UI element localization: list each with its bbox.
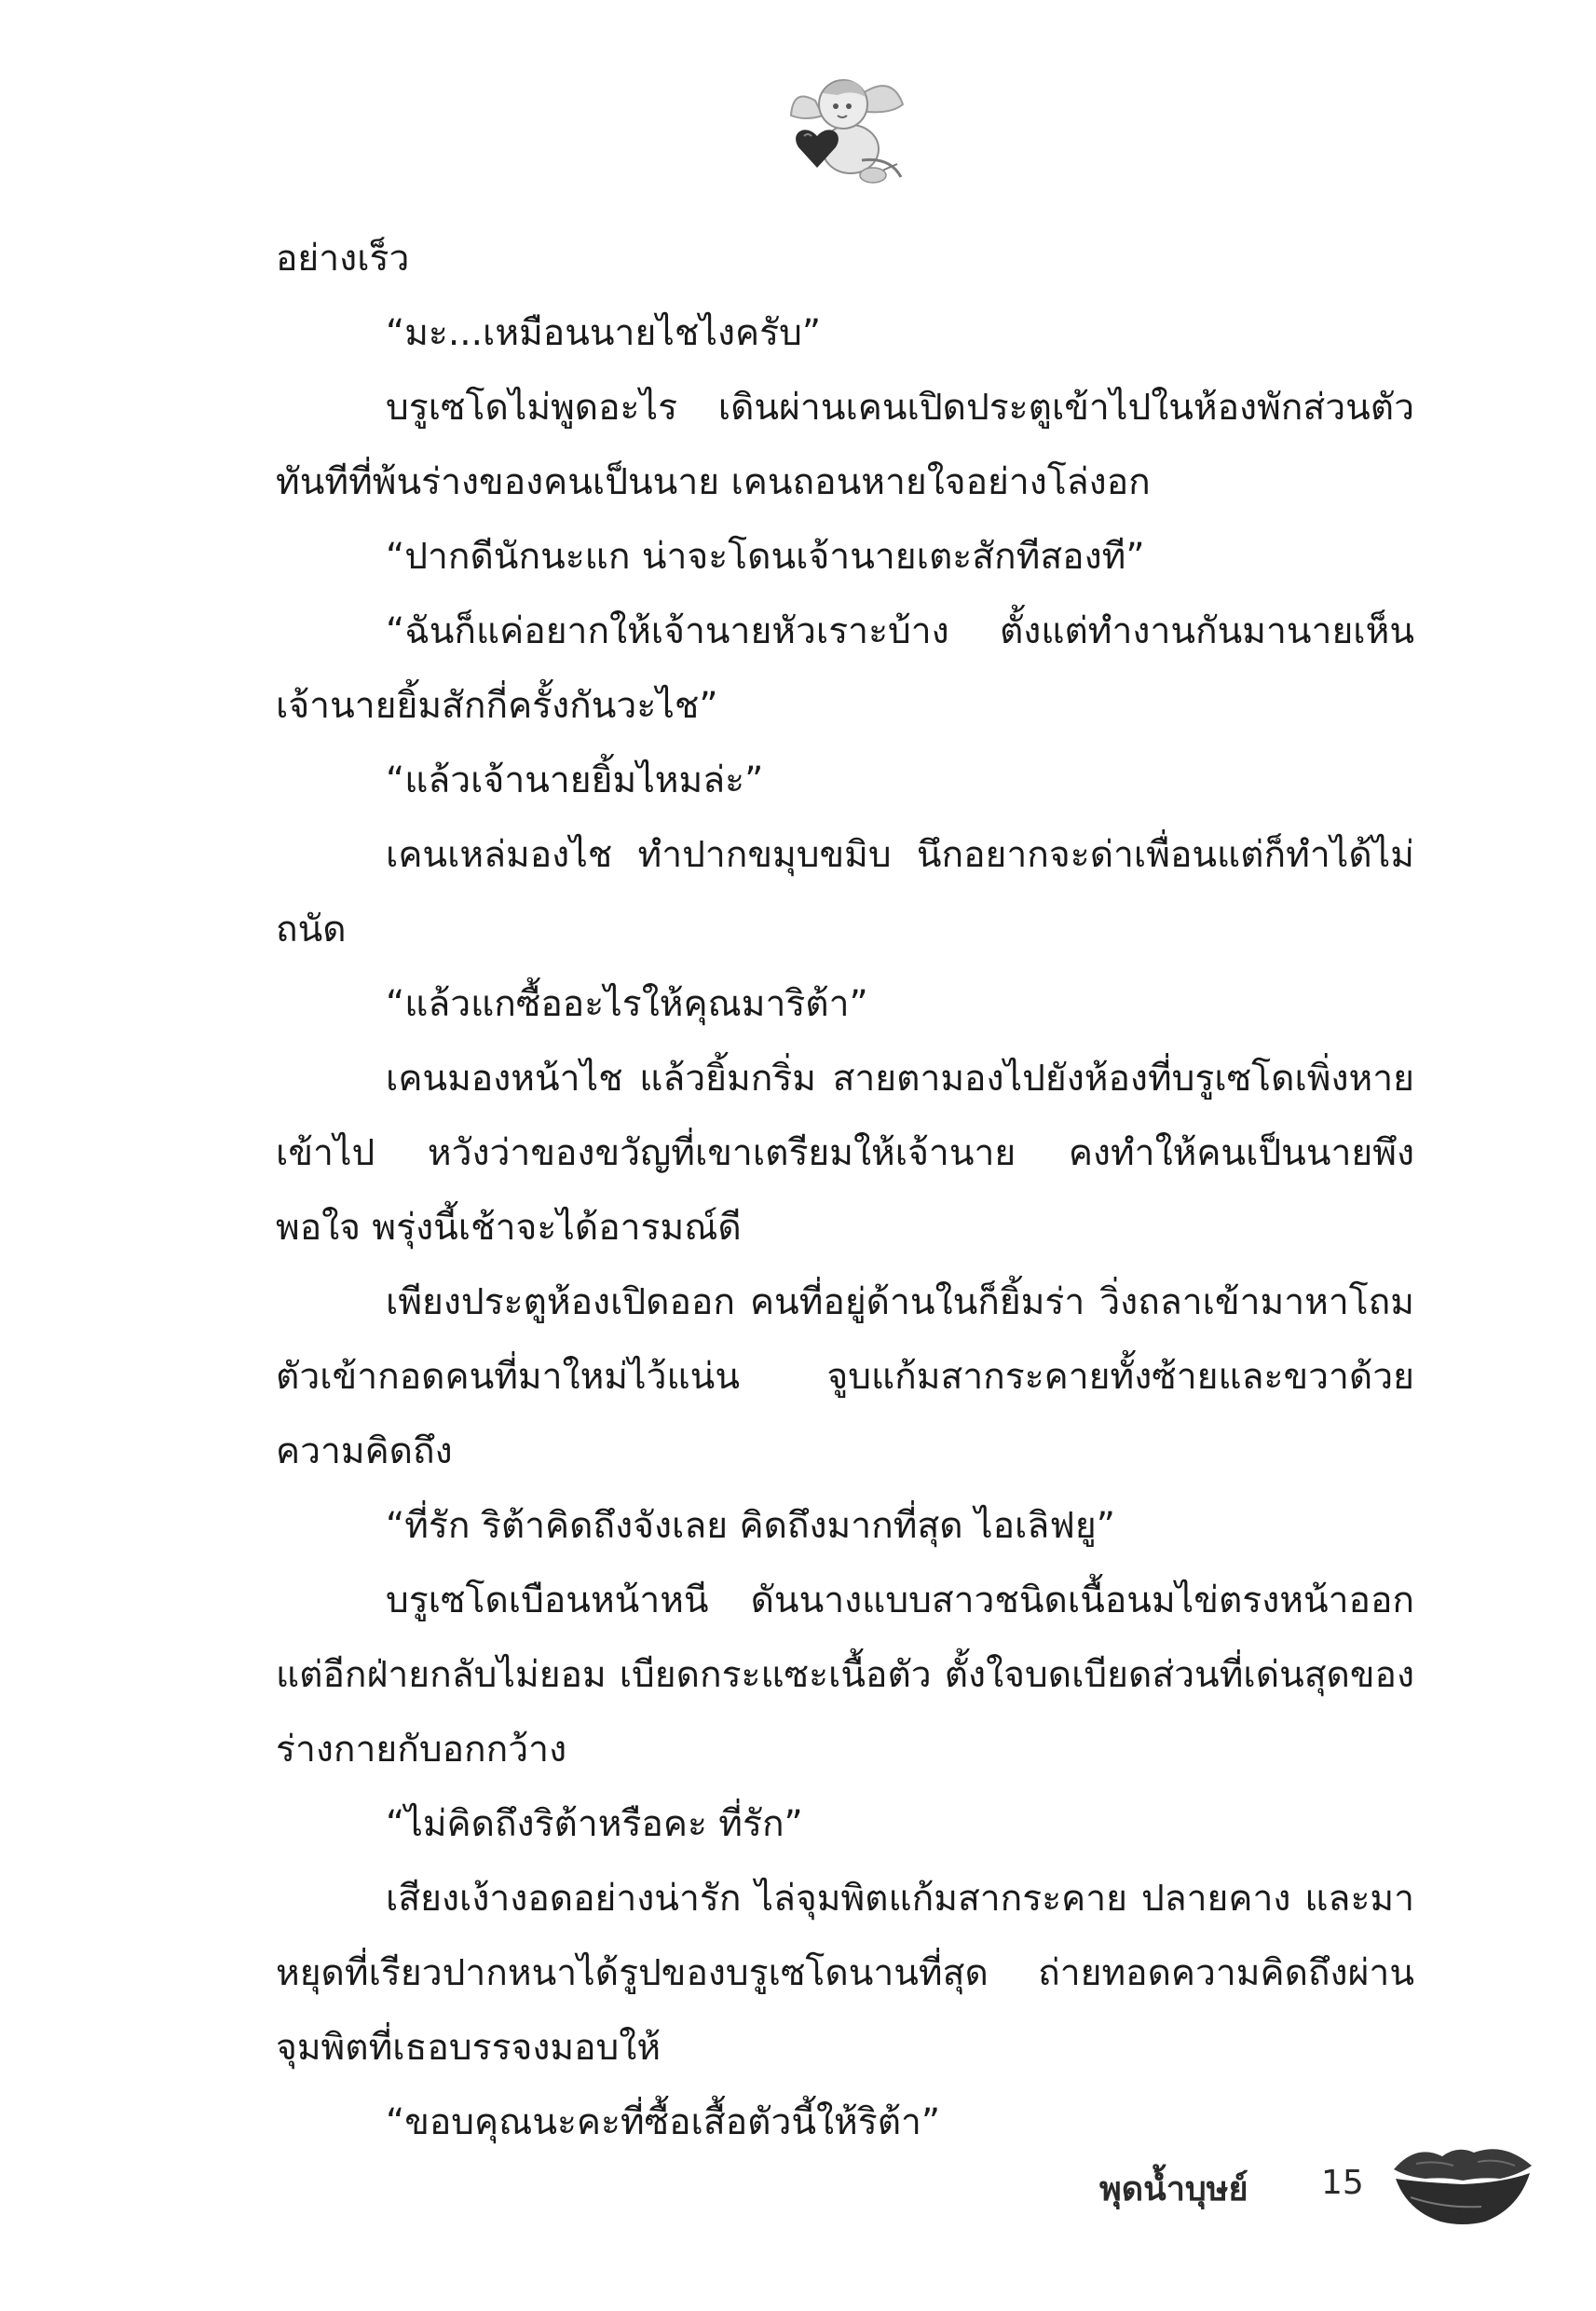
paragraph: บรูเซโดไม่พูดอะไร เดินผ่านเคนเปิดประตูเข้าไปในห้องพักส่วนตัว ทันทีที่พ้นร่างของคนเป็นนาย เคนถอนหายใจอย่างโล่งอก	[276, 387, 1414, 503]
paragraph: อย่างเร็ว	[276, 238, 410, 280]
page-number: 15	[1321, 2164, 1364, 2202]
paragraph: “มะ...เหมือนนายไชไงครับ”	[386, 312, 822, 354]
body-text	[276, 222, 1414, 2160]
paragraph: “ขอบคุณนะคะที่ซื้อเสื้อตัวนี้ให้ริต้า”	[386, 2101, 941, 2143]
paragraph: “ที่รัก ริต้าคิดถึงจังเลย คิดถึงมากที่สุด ไอเลิฟยู”	[386, 1505, 1115, 1547]
paragraph: เพียงประตูห้องเปิดออก คนที่อยู่ด้านในก็ยิ้มร่า วิ่งถลาเข้ามาหาโถมตัวเข้ากอดคนที่มาใหม่ไว้แน่น จูบแก้มสากระคายทั้งซ้ายและขวาด้วยความคิดถึง	[276, 1281, 1414, 1472]
paragraph: “แล้วแกซื้ออะไรให้คุณมาริต้า”	[386, 983, 868, 1025]
paragraph: “แล้วเจ้านายยิ้มไหมล่ะ”	[386, 759, 764, 801]
paragraph: “ปากดีนักนะแก น่าจะโดนเจ้านายเตะสักทีสองที”	[386, 536, 1145, 578]
cupid-with-heart-icon	[787, 67, 908, 184]
lips-kiss-icon	[1388, 2141, 1537, 2227]
paragraph: เสียงเง้างอดอย่างน่ารัก ไล่จุมพิตแก้มสากระคาย ปลายคาง และมาหยุดที่เรียวปากหนาได้รูปของบรูเซโดนานที่สุด ถ่ายทอดความคิดถึงผ่านจุมพิตที่เธอบรรจงมอบให้	[276, 1878, 1414, 2069]
paragraph: “ฉันก็แค่อยากให้เจ้านายหัวเราะบ้าง ตั้งแต่ทำงานกันมานายเห็นเจ้านายยิ้มสักกี่ครั้งกันวะไช”	[276, 610, 1414, 727]
paragraph: เคนมองหน้าไช แล้วยิ้มกริ่ม สายตามองไปยังห้องที่บรูเซโดเพิ่งหายเข้าไป หวังว่าของขวัญที่เขาเตรียมให้เจ้านาย คงทำให้คนเป็นนายพึงพอใจ พรุ่งนี้เช้าจะได้อารมณ์ดี	[276, 1058, 1414, 1249]
paragraph: “ไม่คิดถึงริต้าหรือคะ ที่รัก”	[386, 1803, 803, 1845]
book-title: พุดน้ำบุษย์	[1099, 2170, 1248, 2208]
paragraph: บรูเซโดเบือนหน้าหนี ดันนางแบบสาวชนิดเนื้อนมไข่ตรงหน้าออกแต่อีกฝ่ายกลับไม่ยอม เบียดกระแซะเนื้อตัว ตั้งใจบดเบียดส่วนที่เด่นสุดของร่างกายกับอกกว้าง	[276, 1579, 1414, 1771]
paragraph: เคนเหล่มองไช ทำปากขมุบขมิบ นึกอยากจะด่าเพื่อนแต่ก็ทำได้ไม่ถนัด	[276, 834, 1414, 950]
